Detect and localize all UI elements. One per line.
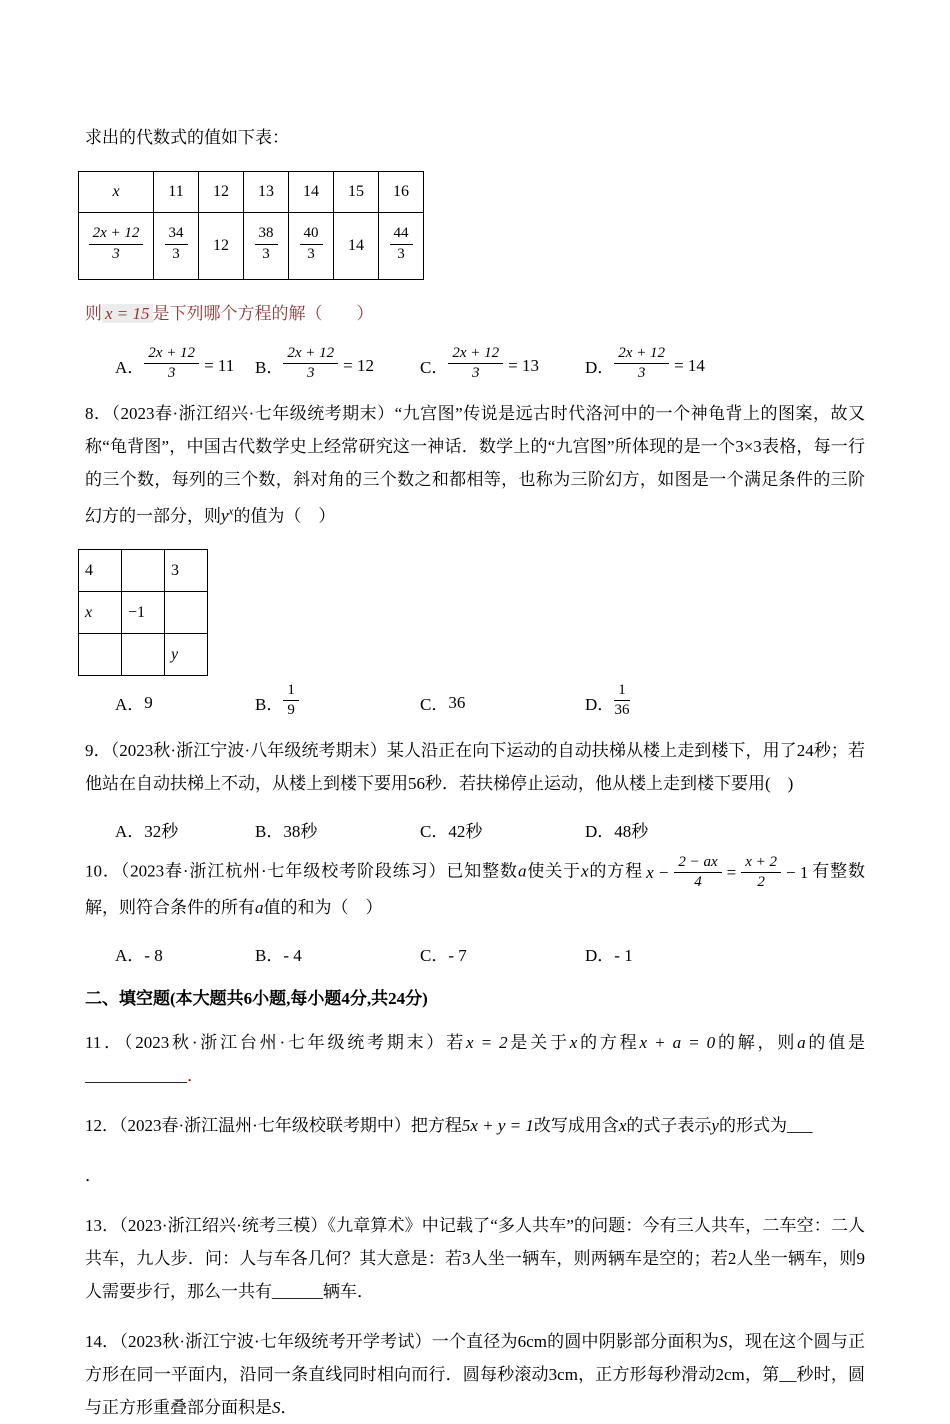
denominator: 9 [287,702,295,719]
q8-options-row [115,684,865,722]
grid-cell: 3 [165,550,208,592]
numerator: x + 2 [741,854,781,873]
three-by-three-math: 3×3 [735,436,762,456]
q10-option-d: D．- 1 [585,946,633,966]
grid-cell: 4 [79,550,122,592]
q9-option-b: B．38秒 [255,821,318,841]
q7-option-d [585,347,705,385]
grid-cell [79,634,122,676]
fraction [448,345,503,383]
denominator: 3 [307,245,315,262]
q14-text-2: 的圆中阴影部分面积为 [546,1332,720,1352]
numerator: 1 [614,682,630,701]
magic-square-grid [78,549,208,676]
q12-text-3: 的式子表示 [626,1116,712,1136]
var-a-math: a [255,898,264,918]
q14-text-3: ，现在这个圆与正方形在同一平面内，沿同一条直线同时相向而行．圆每秒滚动 [85,1332,866,1385]
base: y [221,506,229,526]
grid-cell [122,550,165,592]
q13-text-2: 辆车． [323,1282,374,1302]
equation-5x-plus-y-math: 5x + y = 1 [461,1116,534,1136]
numerator: 38 [255,225,278,244]
two-cm-math: 2cm [715,1365,745,1385]
then-line [85,297,865,330]
denominator: 4 [694,873,702,890]
denominator: 3 [306,365,315,382]
denominator: 36 [614,702,630,719]
q9-options-row [115,817,865,842]
q11-text-4: 的解，则 [715,1033,798,1053]
fraction [614,682,630,720]
numerator: 2x + 12 [144,345,199,364]
six-cm-math: 6cm [517,1332,547,1352]
q12-text-1: 12．（2023春·浙江温州·七年级校联考期中）把方程 [85,1116,462,1136]
answer-blank: __ [779,1365,797,1385]
period-mark: ． [187,1066,204,1086]
numerator: 2x + 12 [614,345,669,364]
var-x-math: x [569,1033,578,1053]
answer-blank: ____________ [85,1066,187,1086]
cell-value: 14 [334,213,379,280]
q14-text-4: ，正方形每秒滑动 [577,1365,716,1385]
q8-option-b [255,684,420,722]
equals-value: = 12 [343,355,374,375]
cell-value [244,213,289,280]
numerator: 1 [283,682,299,701]
denominator: 3 [471,365,480,382]
cell-expression-header [79,213,154,280]
fraction [300,225,323,263]
fraction [144,345,199,383]
q8-option-d [585,684,630,722]
cell-value: 16 [379,172,424,213]
option-label: D． [585,358,615,378]
section-heading-fill-in: 二、填空题(本大题共6小题,每小题4分,共24分) [85,989,428,1009]
numerator: 34 [165,225,188,244]
cell-value: 12 [199,213,244,280]
q11-text-1: 11．（2023秋·浙江台州·七年级统考期末）若 [85,1033,467,1053]
var-s-math: S [719,1332,728,1352]
q11-text-3: 的方程 [577,1033,640,1053]
q14-text-5: ，第 [744,1365,780,1385]
fraction [741,854,781,892]
cell-value: 12 [199,172,244,213]
equals-value: = 13 [508,355,539,375]
denominator: 3 [112,245,120,262]
denominator: 3 [262,245,270,262]
option-label: B． [255,695,284,715]
x-equals-15-math: x = 15 [102,304,153,323]
q8-option-c [420,690,585,715]
q8-text-1: 8．（2023春·浙江绍兴·七年级统考期末）“九宫图”传说是远古时代洛河中的一个神龟背上的图案，故又称“龟背图”，中国古代数学史上经常研究这一神话．数学上的“九宫图”所体现的是一个 [85,403,865,456]
grid-cell [165,592,208,634]
then-suffix: 是下列哪个方程的解（ ） [152,304,374,323]
q14-text-6: 秒时，圆与正方形重叠部分面积是 [85,1365,866,1418]
question-12 [85,1109,865,1142]
q9-option-d: D．48秒 [585,821,649,841]
fraction [390,225,413,263]
cell-value [154,213,199,280]
fraction [614,345,669,383]
denominator: 2 [757,873,765,890]
numerator: 44 [390,225,413,244]
q8-option-a [115,690,255,715]
q10-text-3: 的方程 [588,861,644,881]
numerator: 40 [300,225,323,244]
numerator: 2x + 12 [283,345,338,364]
equals-value: = 14 [674,355,705,375]
fraction [283,682,299,720]
grid-row [79,634,208,676]
y-power-x-math [221,506,233,525]
table-row-expression [79,213,424,280]
grid-cell: −1 [122,592,165,634]
q7-option-a [115,347,255,385]
denominator: 3 [397,245,405,262]
question-11 [85,1026,865,1092]
q11-text-5: 的值是 [805,1033,866,1053]
option-label: A． [115,358,145,378]
q10-text-2: 使关于 [526,861,581,881]
denominator: 3 [167,365,176,382]
then-prefix: 则 [85,304,102,323]
q8-text-2: 表格，每一行的三个数，每列的三个数，斜对角的三个数之和都相等，也称为三阶幻方，如图是一个满足条件的三阶幻方的一部分，则 [85,436,865,526]
var-x-math: x [580,861,589,881]
numerator: 2x + 12 [448,345,503,364]
answer-blank: ___ [786,1116,813,1136]
option-value: 36 [448,692,466,712]
q9-option-c: C．42秒 [420,821,483,841]
denominator: 3 [637,365,646,382]
option-label: A． [115,695,145,715]
three-cm-math: 3cm [548,1365,578,1385]
cell-value [289,213,334,280]
var-a-math: a [517,861,527,881]
fraction [89,225,144,263]
fraction [255,225,278,263]
intro-line: 求出的代数式的值如下表： [85,128,289,147]
q9-option-a: A．32秒 [115,821,179,841]
q12-text-4: 的形式为 [718,1116,787,1136]
q10-options-row [115,941,865,966]
q10-option-a: A．- 8 [115,946,163,966]
cell-value: 14 [289,172,334,213]
question-14 [85,1325,865,1424]
q13-text-1: 13．（2023·浙江绍兴·统考三模）《九章算术》中记载了“多人共车”的问题：今有三人共车，二车空：二人共车，九人步．问：人与车各几何？其大意是：若3人坐一辆车，则两辆车是空的；若2人坐一辆车，则9人需要步行，那么一共有 [85,1216,865,1302]
option-label: B． [255,358,284,378]
equals-sign: = [726,862,737,882]
numerator: 2x + 12 [89,225,144,244]
fraction [674,854,721,892]
var-a-math: a [797,1033,806,1053]
question-9: 9．（2023秋·浙江宁波·八年级统考期末）某人沿正在向下运动的自动扶梯从楼上走到楼下，用了24秒；若他站在自动扶梯上不动，从楼上到楼下要用56秒．若扶梯停止运动，他从楼上走到楼下要用( ) [85,740,865,793]
q7-option-c [420,347,585,385]
grid-row [79,592,208,634]
option-value: 9 [144,692,153,712]
cell-value: 13 [244,172,289,213]
q10-option-c: C．- 7 [420,946,467,966]
q10-text-5: 值的和为（ ） [263,898,383,918]
fraction [165,225,188,263]
question-8 [85,397,865,533]
grid-row [79,550,208,592]
var-s-math: S [272,1398,281,1418]
q8-text-3: 的值为（ ） [233,506,336,526]
values-table [78,171,424,280]
equation-lead: x − [646,862,670,882]
grid-cell-x: x [79,592,122,634]
q14-text-1: 14．（2023秋·浙江宁波·七年级统考开学考试）一个直径为 [85,1332,518,1352]
q10-option-b: B．- 4 [255,946,302,966]
table-row-x [79,172,424,213]
cell-value [379,213,424,280]
exponent: x [228,505,234,518]
question-13 [85,1209,865,1308]
equals-value: = 11 [204,355,235,375]
q10-equation-math [643,854,811,892]
fraction [283,345,338,383]
grid-cell [122,634,165,676]
equation-x-plus-a-math: x + a = 0 [639,1033,716,1053]
option-label: C． [420,695,449,715]
question-10 [85,854,865,925]
q7-option-b [255,347,420,385]
var-x-math: x [618,1116,627,1136]
numerator: 2 − ax [674,854,721,873]
cell-value: 15 [334,172,379,213]
q14-text-7: ． [280,1398,298,1418]
question-12-period-line: ． [85,1166,102,1186]
cell-value: 11 [154,172,199,213]
grid-cell-y: y [165,634,208,676]
cell-x-header: x [79,172,154,213]
q10-text-1: 10．（2023春·浙江杭州·七年级校考阶段练习）已知整数 [85,861,518,881]
equation-tail: − 1 [786,862,809,882]
x-equals-2-math: x = 2 [466,1033,508,1053]
q12-text-2: 改写成用含 [533,1116,619,1136]
denominator: 3 [172,245,180,262]
q11-text-2: 是关于 [507,1033,570,1053]
var-y-math: y [711,1116,719,1136]
option-label: D． [585,695,615,715]
q7-options-row [115,347,865,385]
q10-text-4: 有整数解，则符合条件的所有 [85,861,866,918]
option-label: C． [420,358,449,378]
answer-blank: ______ [272,1282,323,1302]
